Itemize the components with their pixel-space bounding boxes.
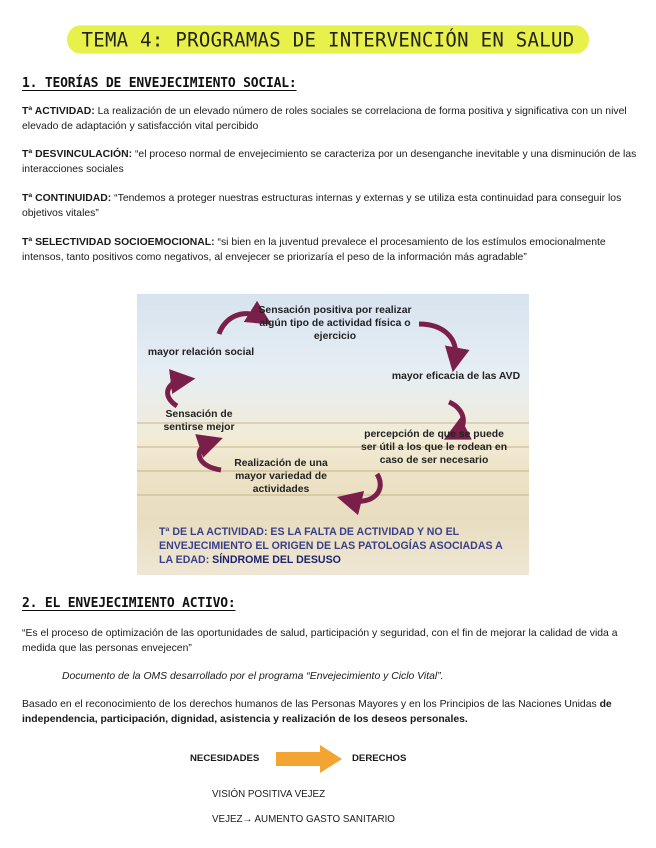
- theory-continuity-name: Tª CONTINUIDAD:: [22, 193, 112, 204]
- theory-activity: [22, 105, 642, 134]
- label-usefulness: percepción de que se puede ser útil a los que le rodean en caso de ser necesario: [360, 429, 508, 466]
- theory-disengagement: [22, 148, 642, 177]
- theory-activity-name: Tª ACTIVIDAD:: [22, 106, 95, 117]
- label-positive-sensation: Sensación positiva por realizar algún tipo de actividad física o ejercicio: [258, 305, 412, 342]
- activity-theory-figure: [137, 294, 529, 575]
- figure-caption-end: SÍNDROME DEL DESUSO: [212, 554, 341, 566]
- figure-caption-main: Tª DE LA ACTIVIDAD: ES LA FALTA DE ACTIVIDAD Y NO EL ENVEJECIMIENTO EL ORIGEN DE LAS PATOLOGÍAS ASOCIADAS A LA EDAD:: [159, 526, 503, 566]
- label-social-relation: mayor relación social: [147, 347, 255, 358]
- label-feel-better: Sensación de sentirse mejor: [163, 409, 235, 433]
- figure-caption: [159, 525, 519, 567]
- basis-bold: de independencia, participación, dignidad, asistencia y realización de los deseos personales.: [22, 699, 612, 725]
- who-source: Documento de la OMS desarrollado por el programa “Envejecimiento y Ciclo Vital”.: [62, 671, 444, 682]
- theory-continuity: [22, 192, 642, 221]
- needs-to-rights-arrow-icon: [276, 745, 342, 773]
- page-title: TEMA 4: PROGRAMAS DE INTERVENCIÓN EN SALUD: [67, 25, 588, 53]
- arrow-bottom-left: [199, 442, 221, 470]
- arrow-bottom-right: [349, 474, 380, 501]
- label-avd-efficacy: mayor eficacia de las AVD: [391, 371, 521, 382]
- list-item: VISIÓN POSITIVA VEJEZ: [212, 789, 326, 800]
- rights-label: DERECHOS: [352, 753, 407, 764]
- theory-continuity-text: “Tendemos a proteger nuestras estructuras internas y externas y se utiliza esta continuidad para conseguir los objetivos vitales”: [22, 193, 622, 219]
- needs-label: NECESIDADES: [190, 753, 260, 764]
- basis-paragraph: [22, 698, 642, 727]
- label-variety-activities: Realización de una mayor variedad de actividades: [234, 458, 328, 495]
- section-1-heading: 1. TEORÍAS DE ENVEJECIMIENTO SOCIAL:: [22, 76, 297, 91]
- theory-socioemotional-name: Tª SELECTIVIDAD SOCIOEMOCIONAL:: [22, 237, 215, 248]
- theory-disengagement-name: Tª DESVINCULACIÓN:: [22, 149, 133, 160]
- theory-socioemotional-text: “si bien en la juventud prevalece el procesamiento de los estímulos emocionalmente intensos, tanto positivos como negativos, al envejecer se priorizaría el peso de la información más agradable”: [22, 237, 606, 263]
- theory-disengagement-text: “el proceso normal de envejecimiento se caracteriza por un desenganche inevitable y una disminución de las interacciones sociales: [22, 149, 637, 175]
- theory-activity-text: La realización de un elevado número de roles sociales se correlaciona de forma positiva y significativa con un nivel elevado de adaptación y satisfacción vital percibido: [22, 106, 627, 132]
- active-aging-quote: “Es el proceso de optimización de las oportunidades de salud, participación y seguridad, con el fin de mejorar la calidad de vida a medida que las personas envejecen”: [22, 628, 618, 654]
- section-2-heading: 2. EL ENVEJECIMIENTO ACTIVO:: [22, 596, 236, 611]
- title-wrapper: [0, 26, 656, 53]
- list-item: VEJEZ→ AUMENTO GASTO SANITARIO: [212, 814, 395, 825]
- arrow-top-right: [419, 324, 456, 360]
- arrow-left: [168, 380, 183, 406]
- basis-text: Basado en el reconocimiento de los derechos humanos de las Personas Mayores y en los Principios de las Naciones Unidas: [22, 699, 600, 710]
- theory-socioemotional: [22, 236, 642, 265]
